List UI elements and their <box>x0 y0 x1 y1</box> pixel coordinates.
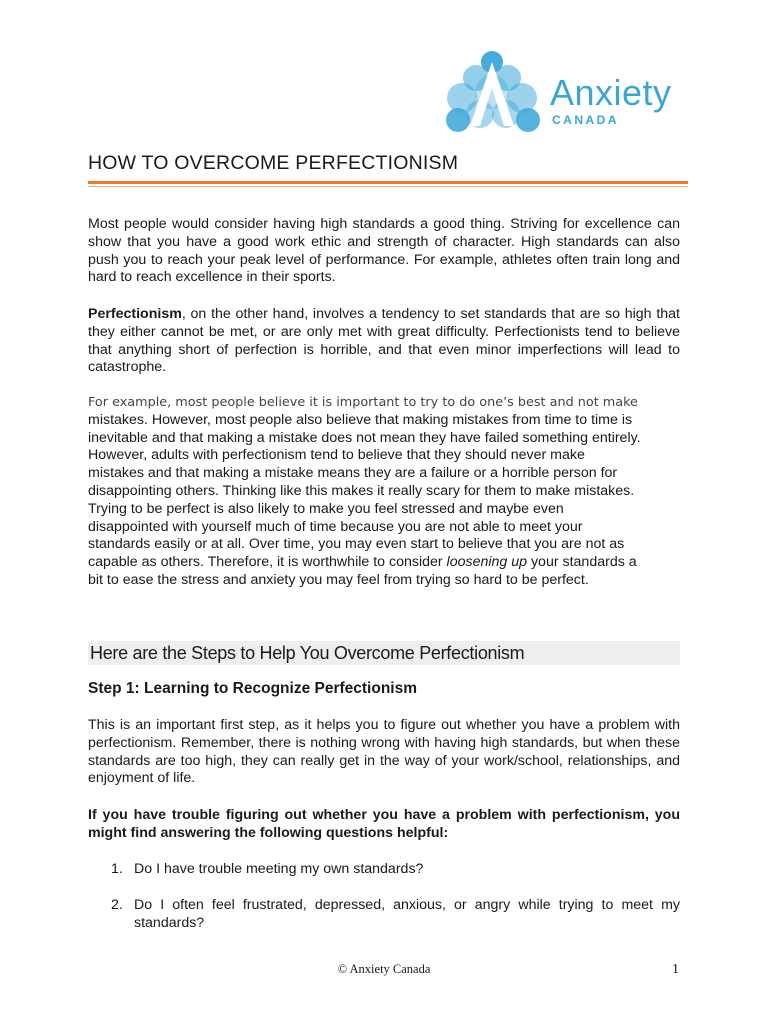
intro-paragraph <box>88 216 680 287</box>
paragraph-line: disappointed with yourself much of time because you are not able to meet your <box>88 518 583 535</box>
list-item-number: 1. <box>111 861 123 877</box>
questions-list <box>88 861 680 932</box>
logo-subtitle: CANADA <box>552 113 619 127</box>
page-number: 1 <box>672 962 679 977</box>
document-title: HOW TO OVERCOME PERFECTIONISM <box>88 152 459 174</box>
paragraph-text: Most people would consider having high standards a good thing. Striving for excellence can show that you have a good work ethic and strength of character. High standards can also push you to reach your peak level of performance. For example, athletes often train long and hard to reach excellence in their sports. <box>88 216 680 286</box>
paragraph-line: mistakes. However, most people also believe that making mistakes from time to time is <box>88 411 633 428</box>
section-heading-banner <box>88 641 680 665</box>
list-item-text: Do I have trouble meeting my own standards? <box>134 861 424 877</box>
paragraph-line: bit to ease the stress and anxiety you may feel from trying so hard to be perfect. <box>88 571 589 588</box>
paragraph-text: This is an important first step, as it helps you to figure out whether you have a problem with perfectionism. Remember, there is nothing wrong with having high standards, but when these standards are too high, they can really get in the way of your work/school, relationships, and enjoyment of life. <box>88 717 680 787</box>
list-item-text: Do I often feel frustrated, depressed, anxious, or angry while trying to meet my standards? <box>134 896 680 931</box>
list-item <box>88 897 680 933</box>
paragraph-text: , on the other hand, involves a tendency to set standards that are so high that they either cannot be met, or are only met with great difficulty. Perfectionists tend to believe that anything short of perfection is horrible, and that even minor imperfections will lead to catastrophe. <box>88 306 680 376</box>
paragraph-line: However, adults with perfectionism tend to believe that they should never make <box>88 447 585 464</box>
perfectionism-term: Perfectionism <box>88 306 182 322</box>
emphasis-loosening-up: loosening up <box>446 554 528 571</box>
paragraph-line: disappointing others. Thinking like this makes it really scary for them to make mistakes. <box>88 482 635 499</box>
paragraph-line: capable as others. Therefore, it is worthwhile to consider <box>88 554 447 571</box>
title-divider <box>88 181 688 187</box>
paragraph-line: your standards a <box>527 554 637 571</box>
anxiety-canada-logo <box>440 48 690 148</box>
logo-wordmark: Anxiety <box>550 72 672 113</box>
logo-circles-icon <box>440 48 550 148</box>
paragraph-line: Trying to be perfect is also likely to make you feel stressed and maybe even <box>88 500 564 517</box>
paragraph-line: standards easily or at all. Over time, you may even start to believe that you are not as <box>88 536 625 553</box>
perfectionism-definition-paragraph <box>88 306 680 377</box>
paragraph-line: inevitable and that making a mistake does not mean they have failed something entirely. <box>88 429 641 446</box>
section-heading: Here are the Steps to Help You Overcome Perfectionism <box>90 643 525 663</box>
example-paragraph <box>88 394 680 590</box>
list-item-number: 2. <box>111 896 123 913</box>
list-item <box>88 861 680 879</box>
questions-intro-paragraph <box>88 807 680 843</box>
step-1-paragraph <box>88 717 680 788</box>
step-1-heading: Step 1: Learning to Recognize Perfectionism <box>88 680 418 697</box>
paragraph-text: If you have trouble figuring out whether you have a problem with perfectionism, you might find answering the following questions helpful: <box>88 807 680 841</box>
paragraph-line: mistakes and that making a mistake means they are a failure or a horrible person for <box>88 465 618 482</box>
paragraph-lead-line: For example, most people believe it is important to try to do one’s best and not make <box>88 395 638 410</box>
footer-copyright: © Anxiety Canada <box>337 962 431 976</box>
